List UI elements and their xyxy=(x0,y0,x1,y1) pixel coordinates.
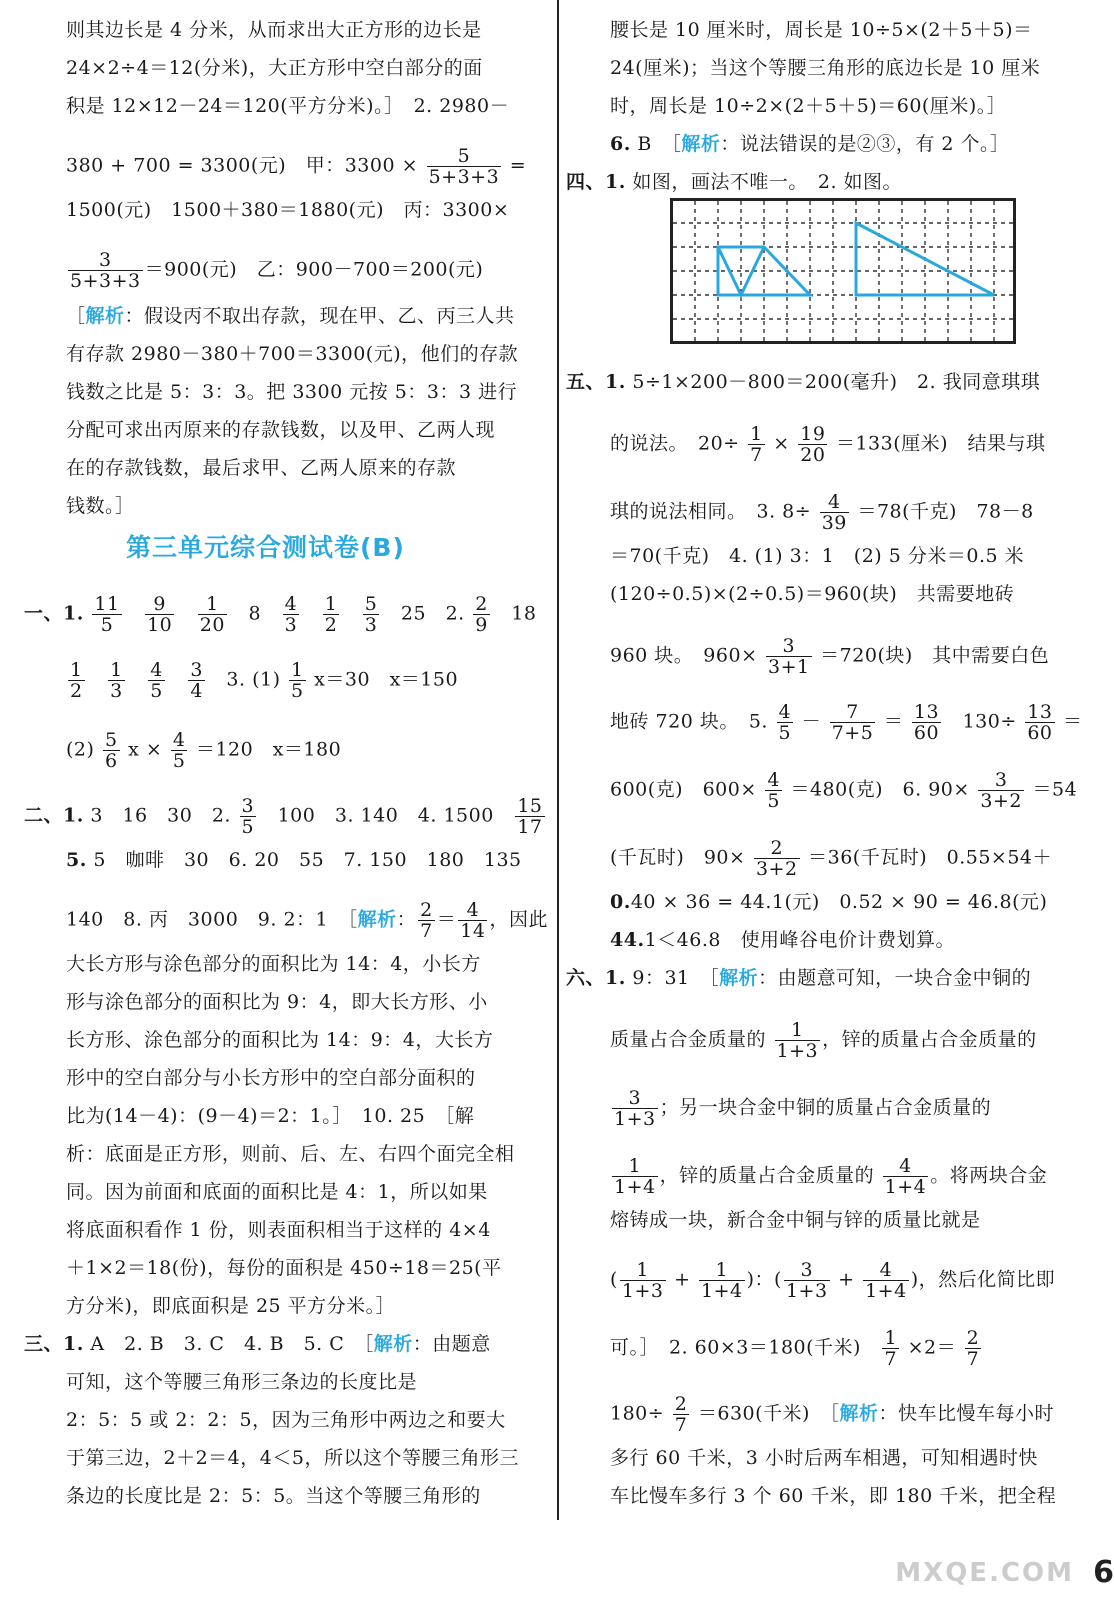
fraction: $\frac{1}{7}$ xyxy=(750,423,763,466)
fraction: $\frac{1}{7}$ xyxy=(884,1327,898,1370)
text-line: 同。因为前面和底面的面积比是 4：1，所以如果 xyxy=(66,1181,488,1203)
fraction: $\frac{2}{7}$ xyxy=(674,1393,688,1436)
fraction: $\frac{4}{3}$ xyxy=(284,593,298,636)
fraction: $\frac{9}{10}$ xyxy=(147,593,173,636)
fraction: $\frac{4}{5}$ xyxy=(150,659,163,702)
text-line: 条边的长度比是 2：5：5。当这个等腰三角形的 xyxy=(66,1485,481,1507)
analysis-label: 解析 xyxy=(357,908,397,931)
fraction: $\frac{1}{3}$ xyxy=(110,659,123,702)
fraction: $\frac{3}{1+3}$ xyxy=(614,1087,656,1130)
fraction: $\frac{1}{1+3}$ xyxy=(776,1019,819,1062)
text-line: ［解析：假设丙不取出存款，现在甲、乙、丙三人共 xyxy=(66,305,515,327)
fraction: $\frac{4}{5}$ xyxy=(778,701,792,744)
text-line: 可知，这个等腰三角形三条边的长度比是 xyxy=(66,1371,418,1393)
text-line: 可。］ 2. 60×3＝180(千米) $\frac{1}{7}$ ×2＝ $\frac{2}{7}$ xyxy=(610,1327,980,1370)
text-line: 六、1. 9：31 ［解析：由题意可知，一块合金中铜的 xyxy=(566,967,1032,989)
text-line: 形与涂色部分的面积比为 9：4，即大长方形、小 xyxy=(66,991,488,1013)
text-line: 五、1. 5÷1×200－800＝200(毫升) 2. 我同意琪琪 xyxy=(566,371,1041,393)
text-line: 腰长是 10 厘米时，周长是 10÷5×(2＋5＋5)＝ xyxy=(610,19,1033,41)
text-line: ( $\frac{1}{1+3}$ + $\frac{1}{1+4}$ )：( $\frac{3}{1+3}$ + $\frac{4}{1+4}$ )，然后化简比即 xyxy=(610,1259,1056,1302)
fraction: $\frac{1}{5}$ xyxy=(291,659,304,702)
fraction: $\frac{13}{60}$ xyxy=(913,701,940,744)
analysis-label: 解析 xyxy=(719,967,759,989)
text-line: 钱数。］ xyxy=(66,495,135,517)
text-line: 三、1. A 2. B 3. C 4. B 5. C ［解析：由题意 xyxy=(24,1333,491,1355)
text-line: 长方形、涂色部分的面积比为 14：9：4，大长方 xyxy=(66,1029,494,1051)
fraction: $\frac{19}{20}$ xyxy=(800,423,826,466)
text-line: 地砖 720 块。 5. $\frac{4}{5}$ － $\frac{7}{7+5}$ ＝ $\frac{13}{60}$ 130÷ $\frac{13}{60}$ ＝ xyxy=(610,701,1083,744)
text-line: (120÷0.5)×(2÷0.5)＝960(块) 共需要地砖 xyxy=(610,583,1015,605)
text-line: 钱数之比是 5：3：3。把 3300 元按 5：3：3 进行 xyxy=(66,381,518,403)
page-number: 6 xyxy=(1093,1555,1114,1590)
text-line: 方分米)，即底面积是 25 平方分米。］ xyxy=(66,1295,396,1317)
text-line: 多行 60 千米，3 小时后两车相遇，可知相遇时快 xyxy=(610,1447,1038,1469)
fraction: $\frac{4}{1+4}$ xyxy=(865,1259,907,1302)
fraction: $\frac{4}{5}$ xyxy=(767,769,780,812)
drawn-shapes xyxy=(718,223,994,295)
fraction: $\frac{1}{1+4}$ xyxy=(614,1155,656,1198)
text-line: 600(克) 600× $\frac{4}{5}$ ＝480(克) 6. 90× $\frac{3}{3+2}$ ＝54 xyxy=(610,769,1078,812)
fraction: $\frac{3}{5}$ xyxy=(241,795,255,838)
fraction: $\frac{3}{5+3+3}$ xyxy=(70,249,141,292)
fraction: $\frac{5}{6}$ xyxy=(104,729,118,772)
fraction: $\frac{4}{5}$ xyxy=(172,729,186,772)
text-line: 则其边长是 4 分米，从而求出大正方形的边长是 xyxy=(66,19,482,41)
grid-lines xyxy=(673,201,1013,341)
text-line: 24×2÷4＝12(分米)，大正方形中空白部分的面 xyxy=(66,57,483,79)
fraction: $\frac{2}{9}$ xyxy=(475,593,488,636)
fraction: $\frac{1}{20}$ xyxy=(199,593,225,636)
grid-figure xyxy=(670,198,1016,344)
text-line: 大长方形与涂色部分的面积比为 14：4，小长方 xyxy=(66,953,481,975)
fraction: $\frac{1}{1+3}$ xyxy=(621,1259,664,1302)
fraction: $\frac{1}{2}$ xyxy=(324,593,338,636)
text-line: 24(厘米)；当这个等腰三角形的底边长是 10 厘米 xyxy=(610,57,1041,79)
text-line: 180÷ $\frac{2}{7}$ ＝630(千米) ［解析：快车比慢车每小时 xyxy=(610,1393,1054,1436)
text-line: 质量占合金质量的 $\frac{1}{1+3}$ ，锌的质量占合金质量的 xyxy=(610,1019,1037,1062)
text-line: 一、1. $\frac{11}{5}$ $\frac{9}{10}$ $\frac{1}{20}$ 8 $\frac{4}{3}$ $\frac{1}{2}$ $\frac{5}{3}$ 25 2. $\frac{2}{9}$ 18 xyxy=(24,593,537,636)
text-line: 将底面积看作 1 份，则表面积相当于这样的 4×4 xyxy=(66,1219,491,1241)
text-line: ＋1×2＝18(份)，每份的面积是 450÷18＝25(平 xyxy=(66,1257,502,1279)
analysis-label: 解析 xyxy=(85,305,125,327)
analysis-label: 解析 xyxy=(681,133,721,155)
unit-title: 第三单元综合测试卷(B) xyxy=(126,533,405,562)
fraction: $\frac{1}{1+4}$ xyxy=(701,1259,743,1302)
fraction: $\frac{4}{14}$ xyxy=(460,899,486,942)
text-line: 积是 12×12－24＝120(平方分米)。］ 2. 2980－ xyxy=(66,95,510,117)
fraction: $\frac{1}{2}$ xyxy=(70,659,83,702)
text-line: 5. 5 咖啡 30 6. 20 55 7. 150 180 135 xyxy=(66,849,522,871)
fraction: $\frac{5}{5+3+3}$ xyxy=(428,145,500,188)
text-line: $\frac{3}{5+3+3}$ ＝900(元) 乙：900－700＝200(元) xyxy=(70,249,484,292)
fraction: $\frac{4}{39}$ xyxy=(821,491,847,534)
fraction: $\frac{2}{3+2}$ xyxy=(755,837,798,880)
fraction: $\frac{11}{5}$ xyxy=(94,593,120,636)
text-line: 1500(元) 1500＋380＝1880(元) 丙：3300× xyxy=(66,199,510,221)
text-line: 分配可求出丙原来的存款钱数，以及甲、乙两人现 xyxy=(66,419,496,441)
fraction: $\frac{3}{4}$ xyxy=(190,659,203,702)
text-line: (2) $\frac{5}{6}$ x × $\frac{4}{5}$ ＝120 x＝180 xyxy=(66,729,342,772)
text-line: 的说法。 20÷ $\frac{1}{7}$ × $\frac{19}{20}$ ＝133(厘米) 结果与琪 xyxy=(610,423,1046,466)
fraction: $\frac{3}{3+2}$ xyxy=(980,769,1022,812)
text-line: 960 块。 960× $\frac{3}{3+1}$ ＝720(块) 其中需要白色 xyxy=(610,635,1050,678)
text-line: 380 + 700 = 3300(元) 甲：3300 × $\frac{5}{5+3+3}$ = xyxy=(66,145,527,188)
watermark: MXQE.COM xyxy=(895,1558,1074,1588)
text-line: 0.40 × 36 = 44.1(元) 0.52 × 90 = 46.8(元) xyxy=(610,891,1048,913)
text-line: 有存款 2980－380＋700＝3300(元)，他们的存款 xyxy=(66,343,519,365)
analysis-label: 解析 xyxy=(839,1402,879,1425)
text-line: 析：底面是正方形，则前、后、左、右四个面完全相 xyxy=(66,1143,515,1165)
text-line: 四、1. 如图，画法不唯一。 2. 如图。 xyxy=(566,171,903,193)
text-line: 时，周长是 10÷2×(2＋5＋5)＝60(厘米)。］ xyxy=(610,95,1007,117)
fraction: $\frac{2}{7}$ xyxy=(966,1327,980,1370)
text-line: 形中的空白部分与小长方形中的空白部分面积的 xyxy=(66,1067,476,1089)
text-line: $\frac{1}{2}$ $\frac{1}{3}$ $\frac{4}{5}$ $\frac{3}{4}$ 3. (1) $\frac{1}{5}$ x＝30 x＝150 xyxy=(70,659,459,702)
text-line: 于第三边，2＋2＝4，4＜5，所以这个等腰三角形三 xyxy=(66,1447,519,1469)
fraction: $\frac{7}{7+5}$ xyxy=(831,701,874,744)
text-line: 琪的说法相同。 3. 8÷ $\frac{4}{39}$ ＝78(千克) 78－8 xyxy=(610,491,1034,534)
text-line: $\frac{1}{1+4}$ ，锌的质量占合金质量的 $\frac{4}{1+4}$ 。将两块合金 xyxy=(614,1155,1048,1198)
fraction: $\frac{5}{3}$ xyxy=(364,593,378,636)
fraction: $\frac{3}{3+1}$ xyxy=(768,635,810,678)
text-line: ＝70(千克) 4. (1) 3：1 (2) 5 分米＝0.5 米 xyxy=(610,545,1025,567)
left-column xyxy=(0,0,552,1600)
text-line: 比为(14－4)：(9－4)＝2：1。］ 10. 25 ［解 xyxy=(66,1105,475,1127)
fraction: $\frac{2}{7}$ xyxy=(420,899,433,942)
text-line: 在的存款钱数，最后求甲、乙两人原来的存款 xyxy=(66,457,457,479)
text-line: 44.1＜46.8 使用峰谷电价计费划算。 xyxy=(610,929,955,951)
text-line: 140 8. 丙 3000 9. 2：1 ［解析： $\frac{2}{7}$ ＝ $\frac{4}{14}$ ，因此 xyxy=(66,899,548,942)
text-line: 6. B ［解析：说法错误的是②③，有 2 个。］ xyxy=(610,133,1010,155)
fraction: $\frac{13}{60}$ xyxy=(1027,701,1053,744)
text-line: (千瓦时) 90× $\frac{2}{3+2}$ ＝36(千瓦时) 0.55×54＋ xyxy=(610,837,1053,880)
fraction: $\frac{15}{17}$ xyxy=(517,795,543,838)
fraction: $\frac{4}{1+4}$ xyxy=(884,1155,927,1198)
text-line: 2：5：5 或 2：2：5，因为三角形中两边之和要大 xyxy=(66,1409,506,1431)
text-line: 二、1. 3 16 30 2. $\frac{3}{5}$ 100 3. 140 4. 1500 $\frac{15}{17}$ xyxy=(24,795,543,838)
text-line: $\frac{3}{1+3}$ ；另一块合金中铜的质量占合金质量的 xyxy=(614,1087,992,1130)
text-line: 车比慢车多行 3 个 60 千米，即 180 千米，把全程 xyxy=(610,1485,1057,1507)
analysis-label: 解析 xyxy=(373,1333,413,1355)
column-divider xyxy=(557,0,559,1520)
fraction: $\frac{3}{1+3}$ xyxy=(785,1259,828,1302)
text-line: 熔铸成一块，新合金中铜与锌的质量比就是 xyxy=(610,1209,981,1231)
